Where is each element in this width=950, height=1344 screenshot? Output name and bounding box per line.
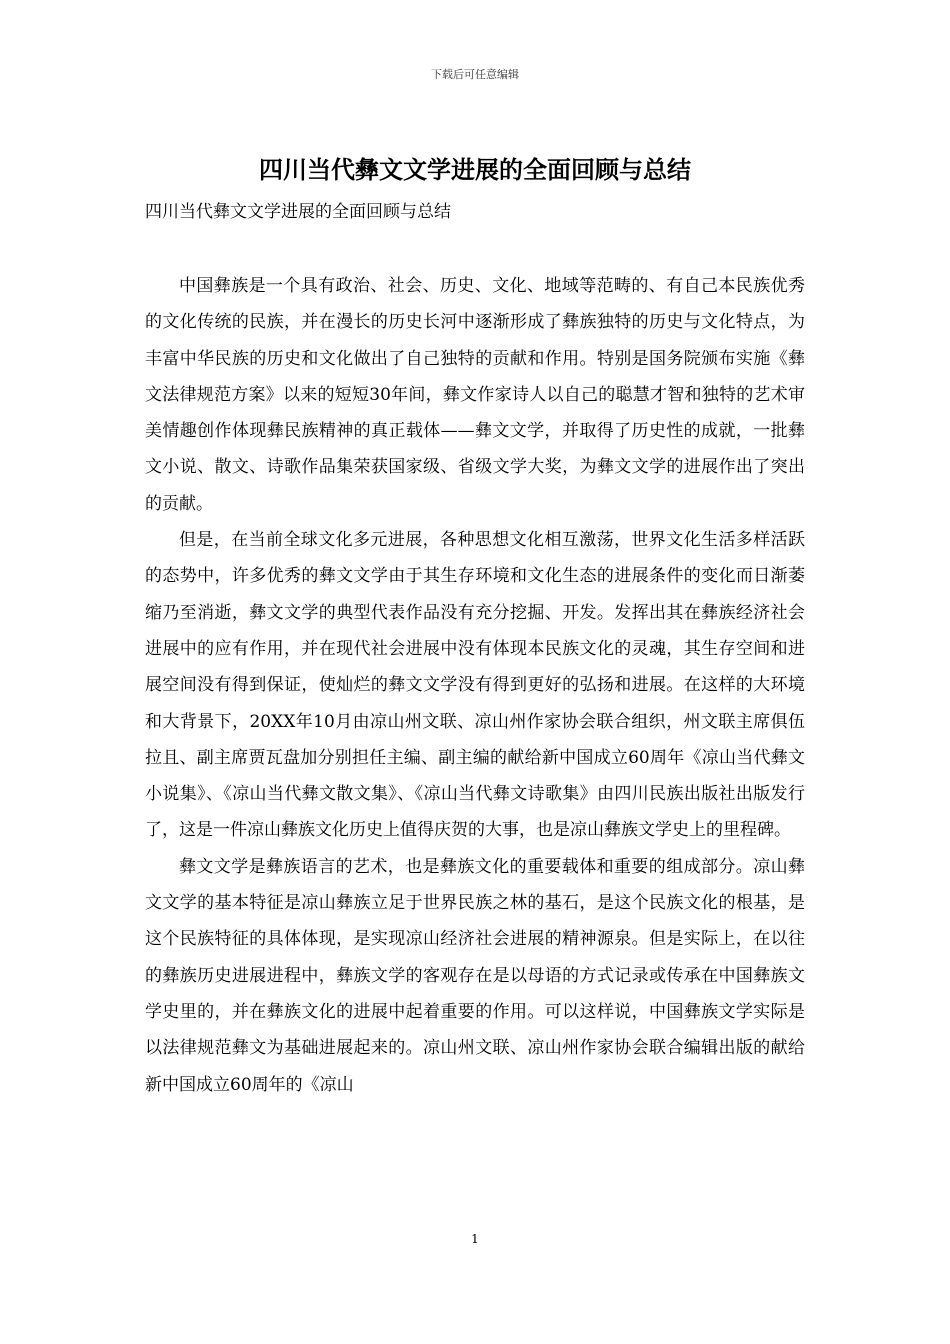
document-subtitle: 四川当代彝文文学进展的全面回顾与总结 — [145, 202, 451, 222]
body-paragraph: 但是，在当前全球文化多元进展，各种思想文化相互激荡，世界文化生活多样活跃的态势中，许多优秀的彝文文学由于其生存环境和文化生态的进展条件的变化而日渐萎缩乃至消逝，彝文文学的典型代表作品没有充分挖掘、开发。发挥出其在彝族经济社会进展中的应有作用，并在现代社会进展中没有体现本民族文化的灵魂，其生存空间和进展空间没有得到保证，使灿烂的彝文文学没有得到更好的弘扬和进展。在这样的大环境和大背景下，20XX年10月由凉山州文联、凉山州作家协会联合组织，州文联主席俱伍拉且、副主席贾瓦盘加分别担任主编、副主编的献给新中国成立60周年《凉山当代彝文小说集》、《凉山当代彝文散文集》、《凉山当代彝文诗歌集》由四川民族出版社出版发行了，这是一件凉山彝族文化历史上值得庆贺的大事，也是凉山彝族文学史上的里程碑。 — [145, 530, 805, 841]
page-header-note: 下载后可任意编辑 — [431, 68, 519, 81]
document-title: 四川当代彝文文学进展的全面回顾与总结 — [259, 155, 691, 184]
body-paragraph: 彝文文学是彝族语言的艺术，也是彝族文化的重要载体和重要的组成部分。凉山彝文文学的基本特征是凉山彝族立足于世界民族之林的基石，是这个民族文化的根基，是这个民族特征的具体体现，是实现凉山经济社会进展的精神源泉。但是实际上，在以往的彝族历史进展进程中，彝族文学的客观存在是以母语的方式记录或传承在中国彝族文学史里的，并在彝族文化的进展中起着重要的作用。可以这样说，中国彝族文学实际是以法律规范彝文为基础进展起来的。凉山州文联、凉山州作家协会联合编辑出版的献给新中国成立60周年的《凉山 — [145, 856, 805, 1095]
page-number: 1 — [471, 1232, 479, 1246]
document-body — [145, 268, 805, 1103]
body-paragraph: 中国彝族是一个具有政治、社会、历史、文化、地域等范畴的、有自己本民族优秀的文化传统的民族，并在漫长的历史长河中逐渐形成了彝族独特的历史与文化特点，为丰富中华民族的历史和文化做出了自己独特的贡献和作用。特别是国务院颁布实施《彝文法律规范方案》以来的短短30年间，彝文作家诗人以自己的聪慧才智和独特的艺术审美情趣创作体现彝民族精神的真正载体——彝文文学，并取得了历史性的成就，一批彝文小说、散文、诗歌作品集荣获国家级、省级文学大奖，为彝文文学的进展作出了突出的贡献。 — [145, 276, 805, 514]
